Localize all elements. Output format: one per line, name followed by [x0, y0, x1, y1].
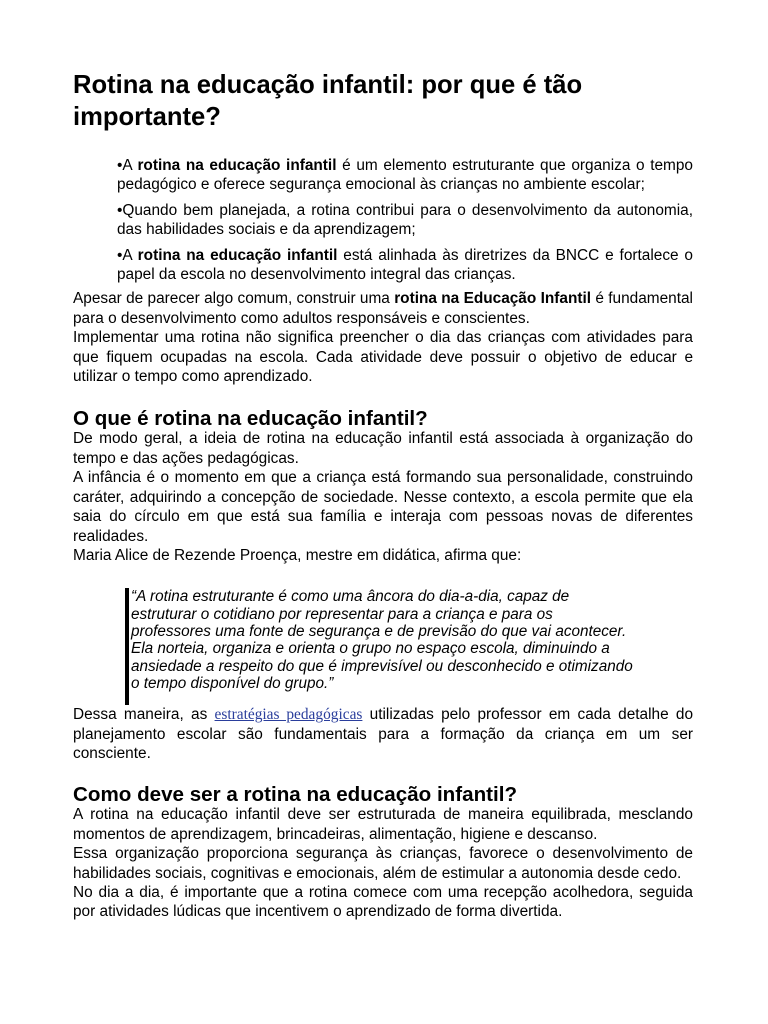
section-paragraph: A rotina na educação infantil deve ser estruturada de maneira equilibrada, mesclando momentos de aprendizagem, brincadeiras, alimentação, higiene e descanso.	[73, 806, 693, 843]
section-paragraph: Essa organização proporciona segurança às crianças, favorece o desenvolvimento de habilidades sociais, cognitivas e emocionais, além de estimular a autonomia desde cedo.	[73, 845, 693, 882]
section-paragraph: De modo geral, a ideia de rotina na educação infantil está associada à organização do tempo e das ações pedagógicas.	[73, 430, 693, 467]
pedagogical-strategies-link[interactable]: estratégias pedagógicas	[214, 706, 363, 724]
bullet-item	[117, 201, 693, 240]
paragraph-text: é fundamental para o desenvolvimento como adultos responsáveis e conscientes.	[73, 290, 693, 327]
quote-block	[125, 588, 693, 705]
paragraph-text: Dessa maneira, as	[73, 706, 215, 724]
bullet-item	[117, 246, 693, 285]
section-paragraph: A infância é o momento em que a criança está formando sua personalidade, construindo caráter, adquirindo a concepção de sociedade. Nesse contexto, a escola permite que ela saia do círculo em que está sua família e interaja com pessoas novas de diferentes realidades.	[73, 469, 693, 545]
section-paragraph	[73, 705, 693, 763]
quote-line: professores uma fonte de segurança e de previsão do que vai acontecer.	[131, 622, 627, 640]
section-heading-what-is-routine: O que é rotina na educação infantil?	[73, 407, 428, 431]
quote-line: o tempo disponível do grupo.”	[131, 674, 334, 692]
quote-line: “A rotina estruturante é como uma âncora do dia-a-dia, capaz de	[131, 588, 570, 606]
quote-line: estruturar o cotidiano por representar para a criança e para os	[131, 605, 553, 623]
paragraph-bold-text: rotina na Educação Infantil	[394, 290, 592, 308]
section-heading-how-routine-should-be: Como deve ser a rotina na educação infantil?	[73, 783, 518, 807]
intro-paragraph: Implementar uma rotina não significa preencher o dia das crianças com atividades para que fiquem ocupadas na escola. Cada atividade deve possuir o objetivo de educar e utilizar o tempo como aprendizado.	[73, 329, 693, 386]
summary-bullet-list	[117, 156, 693, 284]
bullet-text: é um elemento estruturante que organiza o tempo pedagógico e oferece segurança emocional às crianças no ambiente escolar;	[117, 157, 693, 194]
quote-line: ansiedade a respeito do que é imprevisível ou desconhecido e otimizando	[131, 657, 633, 675]
bullet-item	[117, 156, 693, 195]
bullet-text: •A	[117, 157, 138, 174]
quote-line: Ela norteia, organiza e orienta o grupo no espaço escola, diminuindo a	[131, 640, 610, 658]
intro-paragraph	[73, 289, 693, 328]
bullet-text: está alinhada às diretrizes da BNCC e fortalece o papel da escola no desenvolvimento integral das crianças.	[117, 246, 693, 284]
section-paragraph: No dia a dia, é importante que a rotina comece com uma recepção acolhedora, seguida por atividades lúdicas que incentivem o aprendizado de forma divertida.	[73, 883, 693, 921]
bullet-bold-text: rotina na educação infantil	[137, 157, 337, 174]
bullet-text: •A	[117, 246, 138, 264]
bullet-bold-text: rotina na educação infantil	[137, 246, 338, 264]
section-paragraph: Maria Alice de Rezende Proença, mestre em didática, afirma que:	[73, 546, 522, 564]
paragraph-text: utilizadas pelo professor em cada detalhe do planejamento escolar são fundamentais para a formação da criança em um ser consciente.	[73, 706, 694, 762]
document-page	[73, 0, 693, 922]
page-title: Rotina na educação infantil: por que é tão importante?	[73, 71, 583, 131]
paragraph-text: Apesar de parecer algo comum, construir uma	[73, 290, 395, 308]
bullet-text: •Quando bem planejada, a rotina contribui para o desenvolvimento da autonomia, das habilidades sociais e da aprendizagem;	[117, 201, 693, 239]
